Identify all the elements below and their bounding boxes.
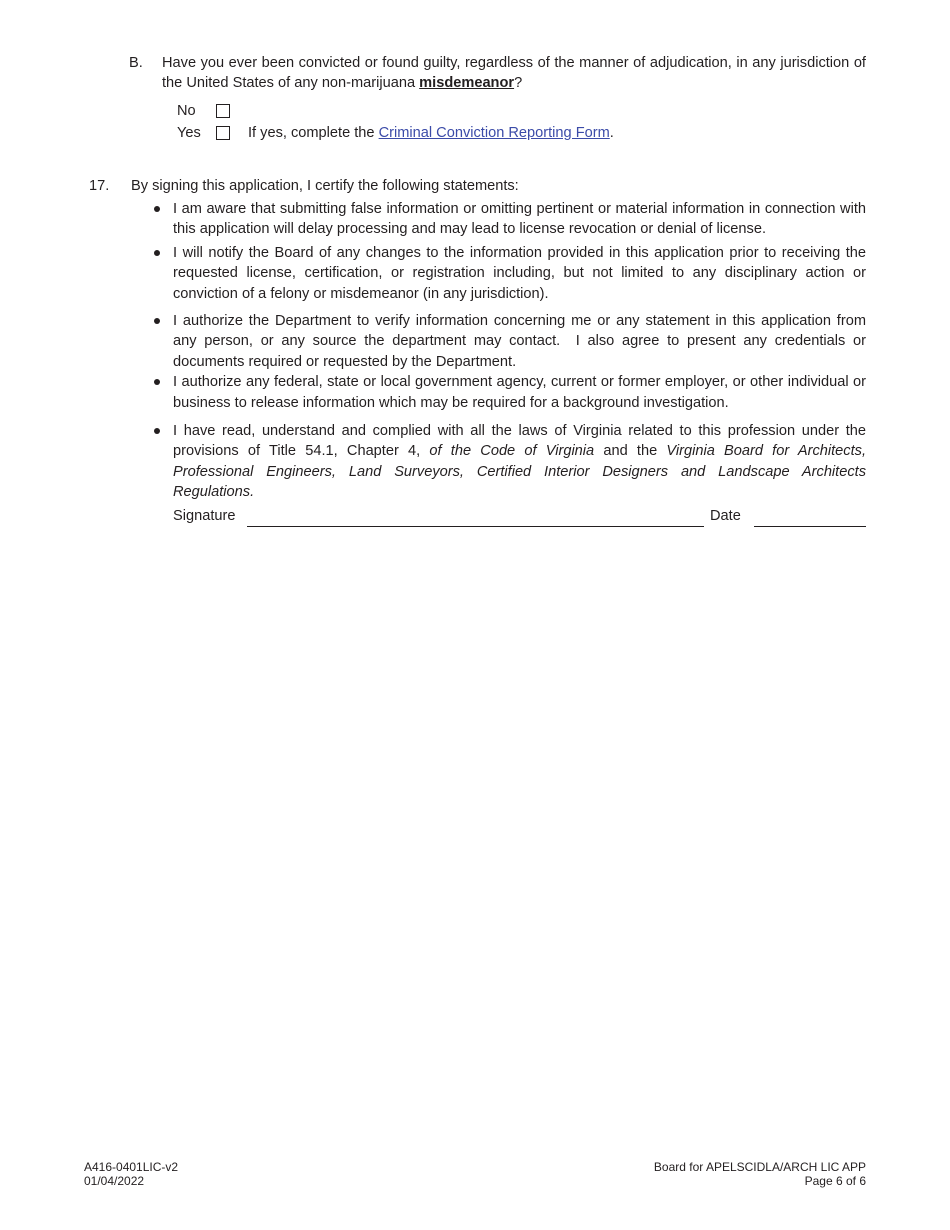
footer-right	[654, 1160, 866, 1188]
item-17-lead: By signing this application, I certify the following statements:	[131, 178, 519, 194]
date-label: Date	[710, 508, 741, 524]
option-yes-row	[177, 123, 614, 143]
certification-text-part2: and the	[594, 443, 667, 460]
item-17-number: 17.	[89, 178, 110, 194]
certification-text: I am aware that submitting false information or omitting pertinent or material information in connection with this application will delay processing and may lead to license revocation or denial of license.	[173, 201, 866, 238]
question-b-text-after: ?	[514, 75, 523, 92]
question-b-emphasis: misdemeanor	[419, 75, 515, 92]
date-field[interactable]	[754, 526, 866, 527]
certification-text: I authorize the Department to verify information concerning me or any statement in this application from any person, or any source the department may contact. I also agree to present any credentials or documents required or requested by the Department.	[173, 313, 871, 370]
board-name: Board for APELSCIDLA/ARCH LIC APP	[653, 1160, 866, 1174]
certification-item	[152, 421, 866, 503]
bullet-icon	[154, 206, 160, 212]
certification-text: I will notify the Board of any changes to the information provided in this application prior to receiving the requested license, certification, or registration including, but not limited to any disciplinary action or conviction of a felony or misdemeanor (in any jurisdiction).	[173, 244, 866, 302]
signature-field[interactable]	[247, 526, 704, 527]
question-b-letter: B.	[129, 55, 143, 71]
bullet-icon	[154, 379, 160, 385]
bullet-icon	[154, 250, 160, 256]
bullet-icon	[154, 428, 160, 434]
certification-text-italic1: of the Code of Virginia	[429, 443, 595, 460]
option-no-row	[177, 101, 230, 121]
form-code: A416-0401LIC-v2	[84, 1160, 179, 1174]
option-yes-note	[248, 123, 614, 143]
option-yes-label: Yes	[177, 124, 201, 141]
certification-item	[152, 243, 866, 304]
certification-item	[152, 311, 871, 372]
option-no-checkbox[interactable]	[216, 104, 230, 118]
question-b-text	[162, 53, 866, 94]
certification-text-italic2: Virginia Board for Architects, Professional Engineers, Land Surveyors, Certified Interior Designers and Landscape Architects Regulations.	[173, 443, 866, 501]
question-b	[129, 53, 866, 94]
form-date: 01/04/2022	[84, 1174, 145, 1188]
footer-left	[84, 1160, 178, 1188]
signature-label: Signature	[173, 508, 236, 524]
certification-text-part1: I have read, understand and complied with all the laws of Virginia related to this profession under the provisions of Title 54.1, Chapter 4,	[173, 423, 866, 460]
question-b-text-before: Have you ever been convicted or found guilty, regardless of the manner of adjudication, in any jurisdiction of the United States of any non-marijuana	[162, 55, 866, 92]
certification-item	[152, 199, 866, 240]
option-yes-checkbox[interactable]	[216, 126, 230, 140]
page-number: Page 6 of 6	[804, 1174, 866, 1188]
bullet-icon	[154, 318, 160, 324]
certification-text: I authorize any federal, state or local government agency, current or former employer, or other individual or business to release information which may be required for a background investigation.	[173, 374, 866, 411]
option-no-label: No	[177, 102, 196, 119]
certification-list	[152, 199, 871, 503]
certification-item	[152, 372, 866, 413]
yes-note-prefix: If yes, complete the	[248, 124, 379, 141]
criminal-conviction-form-link[interactable]: Criminal Conviction Reporting Form	[378, 124, 610, 141]
yes-note-suffix: .	[609, 124, 614, 141]
